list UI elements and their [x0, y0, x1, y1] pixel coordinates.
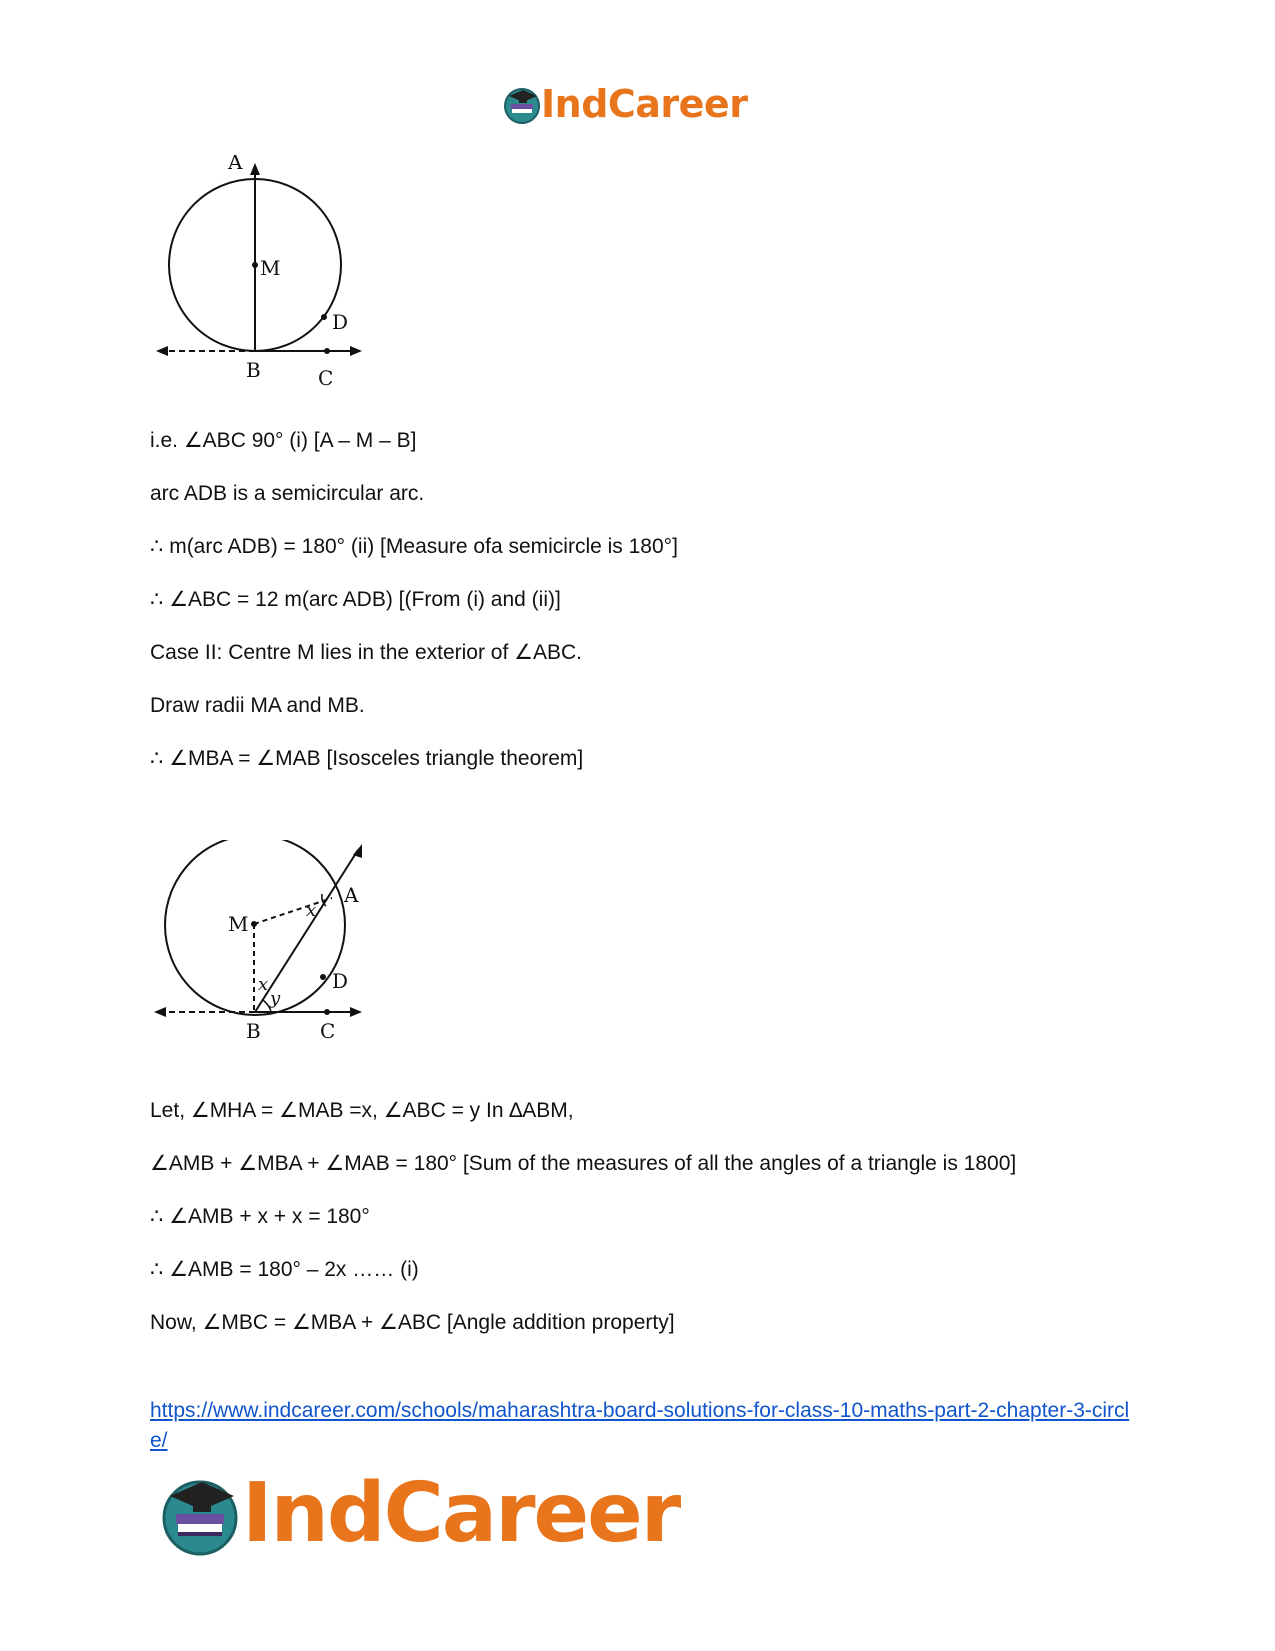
text-line-10: ∴ ∠AMB + x + x = 180° [150, 1205, 370, 1228]
fig2-label-x-top: x [306, 900, 317, 921]
source-link[interactable]: https://www.indcareer.com/schools/maharashtra-board-solutions-for-class-10-maths-part-2-chapter-3-circle/ [150, 1399, 1130, 1452]
fig2-label-x-bottom: x [258, 974, 269, 995]
fig1-point-m [252, 262, 258, 268]
fig2-arrow-c [350, 1007, 362, 1017]
text-line-7: ∴ ∠MBA = ∠MAB [Isosceles triangle theorem] [150, 747, 584, 770]
text-line-8: Let, ∠MHA = ∠MAB =x, ∠ABC = y In ∆ABM, [150, 1099, 574, 1122]
header-logo [503, 82, 773, 126]
fig2-label-c: C [320, 1019, 336, 1043]
figure-1-circle-diagram [150, 155, 390, 415]
fig2-label-m: M [228, 912, 249, 936]
fig2-point-d [320, 974, 326, 980]
text-line-3: ∴ m(arc ADB) = 180° (ii) [Measure ofa semicircle is 180°] [150, 535, 678, 558]
fig1-label-b: B [246, 358, 261, 382]
footer-logo-text: IndCareer [242, 1466, 680, 1561]
text-line-12: Now, ∠MBC = ∠MBA + ∠ABC [Angle addition property] [150, 1311, 675, 1334]
text-line-2: arc ADB is a semicircular arc. [150, 482, 425, 505]
fig1-label-m: M [260, 256, 281, 280]
fig2-arrow-left [154, 1007, 166, 1017]
text-line-1: i.e. ∠ABC 90° (i) [A – M – B] [150, 429, 417, 452]
fig1-point-d [321, 314, 327, 320]
fig2-point-c [324, 1009, 330, 1015]
header-logo-text: IndCareer [541, 82, 748, 126]
fig2-point-m [251, 921, 257, 927]
fig1-arrow-c [350, 346, 362, 356]
fig1-label-d: D [332, 310, 349, 334]
fig2-label-a: A [344, 883, 359, 907]
fig2-label-b: B [246, 1019, 261, 1043]
fig1-arrow-a [250, 163, 260, 175]
footer-logo [160, 1466, 700, 1561]
fig1-point-c [324, 348, 330, 354]
fig2-label-y: y [270, 988, 281, 1009]
text-line-11: ∴ ∠AMB = 180° – 2x …… (i) [150, 1258, 419, 1281]
logo-globe-icon [503, 82, 543, 126]
text-line-5: Case II: Centre M lies in the exterior of ∠ABC. [150, 641, 582, 664]
text-line-9: ∠AMB + ∠MBA + ∠MAB = 180° [Sum of the measures of all the angles of a triangle is 1800] [150, 1152, 1017, 1175]
text-line-6: Draw radii MA and MB. [150, 694, 365, 717]
fig1-label-a: A [228, 155, 243, 174]
fig1-label-c: C [318, 366, 334, 390]
figure-2-circle-diagram [150, 840, 390, 1065]
fig1-arrow-left [156, 346, 168, 356]
text-line-4: ∴ ∠ABC = 12 m(arc ADB) [(From (i) and (ii)] [150, 588, 561, 611]
fig2-label-d: D [332, 969, 349, 993]
logo-globe-icon [160, 1470, 246, 1558]
